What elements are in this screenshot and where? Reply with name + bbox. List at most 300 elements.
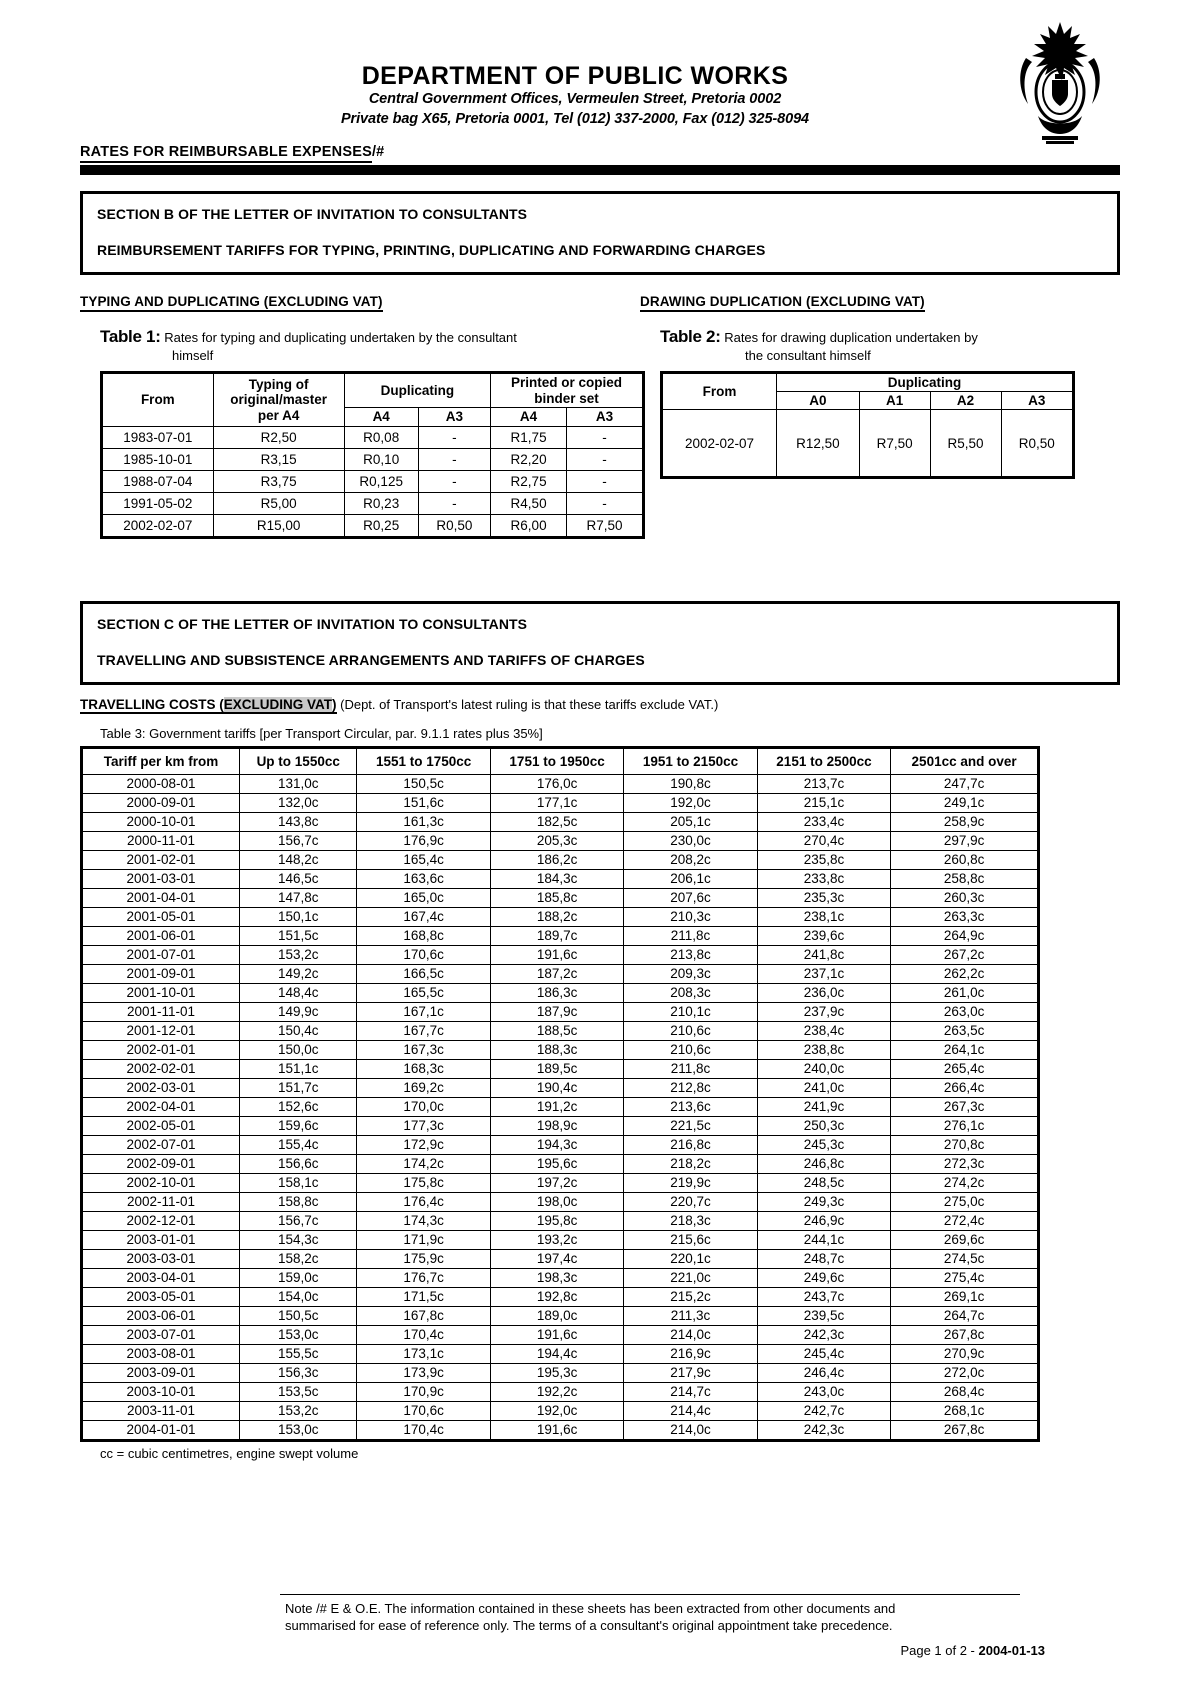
- table3-cell-1: 158,1c: [240, 1173, 357, 1192]
- table3-cell-6: 276,1c: [891, 1116, 1039, 1135]
- table1-cell-dup_a4: R0,10: [344, 448, 418, 470]
- table3-cell-0: 2002-10-01: [82, 1173, 240, 1192]
- table3-cell-3: 186,3c: [490, 983, 623, 1002]
- table3-cell-3: 191,6c: [490, 945, 623, 964]
- table3-cell-6: 258,8c: [891, 869, 1039, 888]
- table-row: [82, 831, 1039, 850]
- table1-cell-from: 1983-07-01: [102, 426, 214, 448]
- typing-duplicating-column: [80, 293, 640, 539]
- table3-cell-5: 236,0c: [757, 983, 890, 1002]
- table3-cell-3: 198,9c: [490, 1116, 623, 1135]
- table3-cell-6: 270,8c: [891, 1135, 1039, 1154]
- table3-cell-6: 258,9c: [891, 812, 1039, 831]
- table1-cell-from: 1988-07-04: [102, 470, 214, 492]
- table3-cell-3: 194,3c: [490, 1135, 623, 1154]
- table3-cell-6: 267,3c: [891, 1097, 1039, 1116]
- table3-cell-1: 150,0c: [240, 1040, 357, 1059]
- table3-cell-0: 2002-01-01: [82, 1040, 240, 1059]
- table3-cell-0: 2001-04-01: [82, 888, 240, 907]
- page-date: 2004-01-13: [978, 1643, 1045, 1658]
- table3-cell-5: 243,0c: [757, 1382, 890, 1401]
- footer-note-line-2: summarised for ease of reference only. The terms of a consultant's original appointment take precedence.: [285, 1618, 893, 1634]
- table3-cell-5: 238,8c: [757, 1040, 890, 1059]
- table3-cell-4: 214,0c: [624, 1325, 757, 1344]
- table3-cell-3: 189,7c: [490, 926, 623, 945]
- table3-cell-3: 189,5c: [490, 1059, 623, 1078]
- table3-cell-5: 248,7c: [757, 1249, 890, 1268]
- table3-cell-2: 173,1c: [357, 1344, 490, 1363]
- table3-cell-0: 2001-03-01: [82, 869, 240, 888]
- table3-cell-4: 215,6c: [624, 1230, 757, 1249]
- drawing-duplication-column: [640, 293, 1100, 539]
- table3-cell-6: 264,1c: [891, 1040, 1039, 1059]
- section-c-line-2: TRAVELLING AND SUBSISTENCE ARRANGEMENTS AND TARIFFS OF CHARGES: [97, 651, 645, 668]
- table3-cell-1: 153,5c: [240, 1382, 357, 1401]
- table3-cell-1: 150,5c: [240, 1306, 357, 1325]
- table1-col-printed-l1: Printed or copied: [511, 375, 623, 391]
- table3-cell-1: 155,4c: [240, 1135, 357, 1154]
- table1-col-typing: [213, 373, 344, 427]
- table3-cell-0: 2000-09-01: [82, 793, 240, 812]
- table-row: [82, 1287, 1039, 1306]
- travelling-costs-highlight: EXCLUDING VAT: [223, 696, 333, 712]
- table3-cell-6: 272,4c: [891, 1211, 1039, 1230]
- table3-cell-1: 150,4c: [240, 1021, 357, 1040]
- table3-cell-3: 192,8c: [490, 1287, 623, 1306]
- table3-cell-3: 184,3c: [490, 869, 623, 888]
- table3-cell-6: 274,2c: [891, 1173, 1039, 1192]
- table3-cell-0: 2003-05-01: [82, 1287, 240, 1306]
- table3-cell-5: 245,4c: [757, 1344, 890, 1363]
- table3-cell-2: 163,6c: [357, 869, 490, 888]
- table3-cell-4: 217,9c: [624, 1363, 757, 1382]
- table1-cell-typing: R15,00: [213, 514, 344, 537]
- table3-cell-0: 2003-10-01: [82, 1382, 240, 1401]
- table-row: [82, 926, 1039, 945]
- table3-cell-1: 153,2c: [240, 1401, 357, 1420]
- table3-cell-2: 172,9c: [357, 1135, 490, 1154]
- table3-cell-1: 148,4c: [240, 983, 357, 1002]
- table3-cell-5: 233,8c: [757, 869, 890, 888]
- table3-cell-4: 214,7c: [624, 1382, 757, 1401]
- table3-cell-1: 153,0c: [240, 1325, 357, 1344]
- table1-cell-dup_a4: R0,25: [344, 514, 418, 537]
- table1-caption: [100, 326, 640, 365]
- table-row: [82, 1097, 1039, 1116]
- table1-col-bind-a3: A3: [567, 408, 644, 427]
- table1-cell-bind_a3: -: [567, 492, 644, 514]
- table-row: [82, 1059, 1039, 1078]
- table3-cell-1: 158,8c: [240, 1192, 357, 1211]
- table1-cell-from: 1991-05-02: [102, 492, 214, 514]
- table3-cell-1: 151,1c: [240, 1059, 357, 1078]
- table3-cell-0: 2002-11-01: [82, 1192, 240, 1211]
- table-row: [82, 888, 1039, 907]
- table3-cell-4: 211,8c: [624, 926, 757, 945]
- table3-cell-0: 2003-04-01: [82, 1268, 240, 1287]
- table1-cell-dup_a4: R0,125: [344, 470, 418, 492]
- table3-cell-6: 263,5c: [891, 1021, 1039, 1040]
- table3-cell-5: 237,1c: [757, 964, 890, 983]
- table2-col-a2: A2: [930, 392, 1001, 410]
- table3-cell-0: 2001-11-01: [82, 1002, 240, 1021]
- table1-cell-bind_a3: R7,50: [567, 514, 644, 537]
- table-row: [82, 793, 1039, 812]
- table1-cell-typing: R2,50: [213, 426, 344, 448]
- table3-cell-1: 143,8c: [240, 812, 357, 831]
- table3-cell-6: 266,4c: [891, 1078, 1039, 1097]
- table3-cell-0: 2003-06-01: [82, 1306, 240, 1325]
- table3-cell-2: 151,6c: [357, 793, 490, 812]
- table2-body: [662, 410, 1074, 478]
- table3-cell-2: 174,3c: [357, 1211, 490, 1230]
- table3-cell-0: 2001-12-01: [82, 1021, 240, 1040]
- table3-cell-4: 209,3c: [624, 964, 757, 983]
- table1-col-duplicating: Duplicating: [344, 373, 490, 408]
- table3-cell-4: 210,1c: [624, 1002, 757, 1021]
- table3-cell-0: 2003-08-01: [82, 1344, 240, 1363]
- table3-col-4: 1951 to 2150cc: [624, 747, 757, 774]
- table2-cell-from: 2002-02-07: [662, 410, 777, 478]
- footer: [0, 1594, 1200, 1658]
- table3-cell-2: 174,2c: [357, 1154, 490, 1173]
- section-b-box: [80, 191, 1120, 275]
- table3-col-3: 1751 to 1950cc: [490, 747, 623, 774]
- table1-cell-typing: R5,00: [213, 492, 344, 514]
- table-row: [82, 1211, 1039, 1230]
- table-row: [82, 1192, 1039, 1211]
- table3-cell-5: 246,8c: [757, 1154, 890, 1173]
- table3-cell-2: 169,2c: [357, 1078, 490, 1097]
- doc-title-suffix: /#: [371, 144, 385, 161]
- table3-cell-1: 150,1c: [240, 907, 357, 926]
- page-number: [0, 1643, 1045, 1658]
- table-row: [82, 1002, 1039, 1021]
- table3-cell-0: 2001-06-01: [82, 926, 240, 945]
- table3-cell-0: 2003-01-01: [82, 1230, 240, 1249]
- table1-col-typing-l2: original/master: [230, 392, 328, 408]
- table3-cell-2: 150,5c: [357, 774, 490, 793]
- table1-cell-bind_a3: -: [567, 448, 644, 470]
- table3-cell-3: 190,4c: [490, 1078, 623, 1097]
- table-row: [82, 1306, 1039, 1325]
- table3-cell-3: 177,1c: [490, 793, 623, 812]
- table3-cell-3: 187,9c: [490, 1002, 623, 1021]
- page-number-prefix: Page 1 of 2 -: [900, 1643, 979, 1658]
- table3-cell-2: 167,1c: [357, 1002, 490, 1021]
- table3-cell-3: 198,3c: [490, 1268, 623, 1287]
- table3-cell-1: 156,3c: [240, 1363, 357, 1382]
- table3-cell-2: 176,7c: [357, 1268, 490, 1287]
- table3-cell-6: 267,2c: [891, 945, 1039, 964]
- table-row: [82, 1401, 1039, 1420]
- table3-cell-2: 170,6c: [357, 945, 490, 964]
- table2-caption: [660, 326, 1100, 365]
- table3-cell-4: 214,0c: [624, 1420, 757, 1440]
- table3-cell-2: 175,9c: [357, 1249, 490, 1268]
- table3-cell-1: 148,2c: [240, 850, 357, 869]
- table3-cell-2: 171,5c: [357, 1287, 490, 1306]
- section-b-line-2: REIMBURSEMENT TARIFFS FOR TYPING, PRINTING, DUPLICATING AND FORWARDING CHARGES: [97, 242, 766, 259]
- table3-cell-6: 264,7c: [891, 1306, 1039, 1325]
- table3-cell-4: 213,6c: [624, 1097, 757, 1116]
- table1-col-from: From: [102, 373, 214, 427]
- table3-cell-2: 170,9c: [357, 1382, 490, 1401]
- table1-col-bind-a4: A4: [491, 408, 567, 427]
- table3-cell-6: 247,7c: [891, 774, 1039, 793]
- table1-cell-from: 1985-10-01: [102, 448, 214, 470]
- table3-cell-5: 241,8c: [757, 945, 890, 964]
- table3-cell-5: 242,3c: [757, 1420, 890, 1440]
- table1-body: [102, 426, 644, 537]
- table1-cell-from: 2002-02-07: [102, 514, 214, 537]
- table-row: [82, 964, 1039, 983]
- table3-cell-0: 2002-02-01: [82, 1059, 240, 1078]
- table3-cell-3: 188,5c: [490, 1021, 623, 1040]
- travelling-costs-plain: TRAVELLING COSTS (: [80, 696, 224, 712]
- table3-cell-5: 249,3c: [757, 1192, 890, 1211]
- table2-cell-a3: R0,50: [1001, 410, 1074, 478]
- table3-cell-1: 149,9c: [240, 1002, 357, 1021]
- table3-cell-0: 2003-09-01: [82, 1363, 240, 1382]
- table3-body: [82, 774, 1039, 1440]
- table3-cell-4: 210,3c: [624, 907, 757, 926]
- header-divider: [80, 165, 1120, 175]
- table3-cell-6: 267,8c: [891, 1420, 1039, 1440]
- table3-cell-5: 241,0c: [757, 1078, 890, 1097]
- table3-cell-4: 220,7c: [624, 1192, 757, 1211]
- table1-col-dup-a4: A4: [344, 408, 418, 427]
- table3-cell-6: 270,9c: [891, 1344, 1039, 1363]
- table3-cell-4: 221,0c: [624, 1268, 757, 1287]
- table3-cell-1: 151,5c: [240, 926, 357, 945]
- table1-caption-text: Rates for typing and duplicating undertaken by the consultant: [164, 330, 517, 346]
- table3-cell-6: 263,0c: [891, 1002, 1039, 1021]
- table3-cell-4: 219,9c: [624, 1173, 757, 1192]
- table3-cell-1: 155,5c: [240, 1344, 357, 1363]
- table3-cell-5: 244,1c: [757, 1230, 890, 1249]
- table3-cell-0: 2002-03-01: [82, 1078, 240, 1097]
- table3-cell-5: 242,7c: [757, 1401, 890, 1420]
- table3-cell-5: 243,7c: [757, 1287, 890, 1306]
- table-row: [82, 1325, 1039, 1344]
- table1-cell-bind_a3: -: [567, 426, 644, 448]
- table-row: [102, 448, 644, 470]
- table3-cell-2: 170,6c: [357, 1401, 490, 1420]
- table-row: [82, 1363, 1039, 1382]
- table-row: [82, 774, 1039, 793]
- table3-cell-3: 194,4c: [490, 1344, 623, 1363]
- table3-cell-4: 190,8c: [624, 774, 757, 793]
- table3-cell-3: 188,2c: [490, 907, 623, 926]
- table3-cell-3: 191,2c: [490, 1097, 623, 1116]
- table3-cell-0: 2001-07-01: [82, 945, 240, 964]
- table3-cell-1: 152,6c: [240, 1097, 357, 1116]
- table3-cell-5: 245,3c: [757, 1135, 890, 1154]
- table3-cell-0: 2000-10-01: [82, 812, 240, 831]
- table-row: [82, 907, 1039, 926]
- table3-cell-4: 216,9c: [624, 1344, 757, 1363]
- table3-cell-3: 197,4c: [490, 1249, 623, 1268]
- table1-cell-bind_a4: R1,75: [491, 426, 567, 448]
- table3-cell-2: 165,4c: [357, 850, 490, 869]
- table3-cell-6: 269,1c: [891, 1287, 1039, 1306]
- table3-cell-0: 2001-09-01: [82, 964, 240, 983]
- table3-cell-5: 215,1c: [757, 793, 890, 812]
- table3-cell-5: 246,9c: [757, 1211, 890, 1230]
- table3-cell-4: 218,2c: [624, 1154, 757, 1173]
- table3-cell-3: 187,2c: [490, 964, 623, 983]
- table3-col-6: 2501cc and over: [891, 747, 1039, 774]
- table3-cell-1: 156,7c: [240, 1211, 357, 1230]
- table-row: [82, 1230, 1039, 1249]
- table-row: [82, 1021, 1039, 1040]
- table3-cell-1: 131,0c: [240, 774, 357, 793]
- table3-cell-2: 165,0c: [357, 888, 490, 907]
- table3-caption-text: Government tariffs [per Transport Circular, par. 9.1.1 rates plus 35%]: [149, 725, 543, 741]
- table3-col-1: Up to 1550cc: [240, 747, 357, 774]
- table3-cell-6: 275,0c: [891, 1192, 1039, 1211]
- table3-cell-4: 230,0c: [624, 831, 757, 850]
- table-row: [102, 492, 644, 514]
- table1-cell-bind_a4: R6,00: [491, 514, 567, 537]
- table3-cell-6: 268,4c: [891, 1382, 1039, 1401]
- table3-cell-5: 270,4c: [757, 831, 890, 850]
- table3-cell-1: 151,7c: [240, 1078, 357, 1097]
- table3: [80, 746, 1040, 1442]
- travelling-costs-heading: [80, 697, 1120, 712]
- table3-cell-6: 262,2c: [891, 964, 1039, 983]
- table-row: [662, 410, 1074, 478]
- table3-cell-5: 242,3c: [757, 1325, 890, 1344]
- table3-cell-6: 275,4c: [891, 1268, 1039, 1287]
- table3-cell-0: 2003-03-01: [82, 1249, 240, 1268]
- typing-duplicating-heading: TYPING AND DUPLICATING (EXCLUDING VAT): [80, 294, 383, 312]
- table3-cell-3: 195,8c: [490, 1211, 623, 1230]
- table3-cell-2: 168,3c: [357, 1059, 490, 1078]
- table3-cell-3: 192,0c: [490, 1401, 623, 1420]
- table3-cell-2: 168,8c: [357, 926, 490, 945]
- table3-cell-5: 238,4c: [757, 1021, 890, 1040]
- table3-cell-1: 154,3c: [240, 1230, 357, 1249]
- table3-cell-3: 195,6c: [490, 1154, 623, 1173]
- table3-cell-4: 208,2c: [624, 850, 757, 869]
- table2-cell-a2: R5,50: [930, 410, 1001, 478]
- table2: [660, 371, 1075, 479]
- table3-cell-0: 2002-12-01: [82, 1211, 240, 1230]
- table1-cell-dup_a3: -: [418, 426, 490, 448]
- table3-cell-4: 216,8c: [624, 1135, 757, 1154]
- table3-cell-3: 191,6c: [490, 1420, 623, 1440]
- table3-caption: [100, 726, 1200, 741]
- table3-cell-1: 158,2c: [240, 1249, 357, 1268]
- table3-cell-4: 221,5c: [624, 1116, 757, 1135]
- table-row: [82, 1344, 1039, 1363]
- table1-caption-text-2: himself: [172, 348, 214, 364]
- table3-cell-6: 260,3c: [891, 888, 1039, 907]
- table3-cell-4: 208,3c: [624, 983, 757, 1002]
- table2-col-a3: A3: [1001, 392, 1074, 410]
- table1-number: Table 1:: [100, 327, 161, 347]
- table2-number: Table 2:: [660, 327, 721, 347]
- table1-cell-bind_a4: R2,20: [491, 448, 567, 470]
- table-row: [82, 812, 1039, 831]
- table1: [100, 371, 645, 539]
- table3-cell-1: 153,2c: [240, 945, 357, 964]
- table3-cell-3: 182,5c: [490, 812, 623, 831]
- section-c-box: [80, 601, 1120, 685]
- table1-col-typing-l3: per A4: [257, 407, 300, 423]
- table3-cell-0: 2000-11-01: [82, 831, 240, 850]
- table1-col-printed-l2: binder set: [534, 390, 599, 406]
- section-c-line-1: SECTION C OF THE LETTER OF INVITATION TO CONSULTANTS: [97, 615, 528, 632]
- travelling-costs-close: ): [332, 696, 337, 712]
- table3-cell-0: 2003-07-01: [82, 1325, 240, 1344]
- table3-cell-2: 173,9c: [357, 1363, 490, 1382]
- table3-cell-6: 297,9c: [891, 831, 1039, 850]
- travelling-costs-label: [80, 697, 337, 714]
- table-row: [82, 869, 1039, 888]
- table3-cell-3: 197,2c: [490, 1173, 623, 1192]
- table3-cell-4: 213,8c: [624, 945, 757, 964]
- table3-cell-0: 2002-04-01: [82, 1097, 240, 1116]
- table3-cell-0: 2004-01-01: [82, 1420, 240, 1440]
- table3-cell-0: 2000-08-01: [82, 774, 240, 793]
- table1-cell-bind_a3: -: [567, 470, 644, 492]
- table3-cell-5: 235,3c: [757, 888, 890, 907]
- table2-cell-a1: R7,50: [859, 410, 930, 478]
- table3-cell-6: 260,8c: [891, 850, 1039, 869]
- address-line-2: Private bag X65, Pretoria 0001, Tel (012) 337-2000, Fax (012) 325-8094: [340, 110, 810, 127]
- table2-col-a1: A1: [859, 392, 930, 410]
- table3-cell-6: 265,4c: [891, 1059, 1039, 1078]
- table3-cell-3: 185,8c: [490, 888, 623, 907]
- table3-cell-5: 233,4c: [757, 812, 890, 831]
- table3-cell-3: 191,6c: [490, 1325, 623, 1344]
- table3-cell-4: 211,8c: [624, 1059, 757, 1078]
- table1-cell-dup_a4: R0,08: [344, 426, 418, 448]
- table-row: [82, 1249, 1039, 1268]
- travelling-costs-note: (Dept. of Transport's latest ruling is that these tariffs exclude VAT.): [336, 696, 719, 712]
- tables-row: [80, 293, 1120, 539]
- table-row: [82, 983, 1039, 1002]
- table2-caption-text: Rates for drawing duplication undertaken by: [724, 330, 978, 346]
- table-row: [82, 1154, 1039, 1173]
- table3-col-5: 2151 to 2500cc: [757, 747, 890, 774]
- table3-cell-6: 268,1c: [891, 1401, 1039, 1420]
- table3-cell-1: 153,0c: [240, 1420, 357, 1440]
- table3-cell-2: 170,4c: [357, 1420, 490, 1440]
- table3-cell-4: 215,2c: [624, 1287, 757, 1306]
- table3-cell-6: 272,3c: [891, 1154, 1039, 1173]
- table3-cell-5: 239,5c: [757, 1306, 890, 1325]
- table-row: [82, 1382, 1039, 1401]
- table3-cell-3: 189,0c: [490, 1306, 623, 1325]
- table3-cell-3: 192,2c: [490, 1382, 623, 1401]
- table3-cell-2: 167,8c: [357, 1306, 490, 1325]
- table3-cell-6: 274,5c: [891, 1249, 1039, 1268]
- table3-cell-2: 167,7c: [357, 1021, 490, 1040]
- table3-number: Table 3:: [100, 725, 146, 741]
- table3-cell-6: 267,8c: [891, 1325, 1039, 1344]
- coat-of-arms-icon: [1012, 18, 1108, 146]
- table2-header-row-1: [662, 373, 1074, 392]
- table-row: [82, 1135, 1039, 1154]
- table3-cell-5: 240,0c: [757, 1059, 890, 1078]
- table3-cell-3: 205,3c: [490, 831, 623, 850]
- table3-cell-5: 250,3c: [757, 1116, 890, 1135]
- table3-cell-2: 171,9c: [357, 1230, 490, 1249]
